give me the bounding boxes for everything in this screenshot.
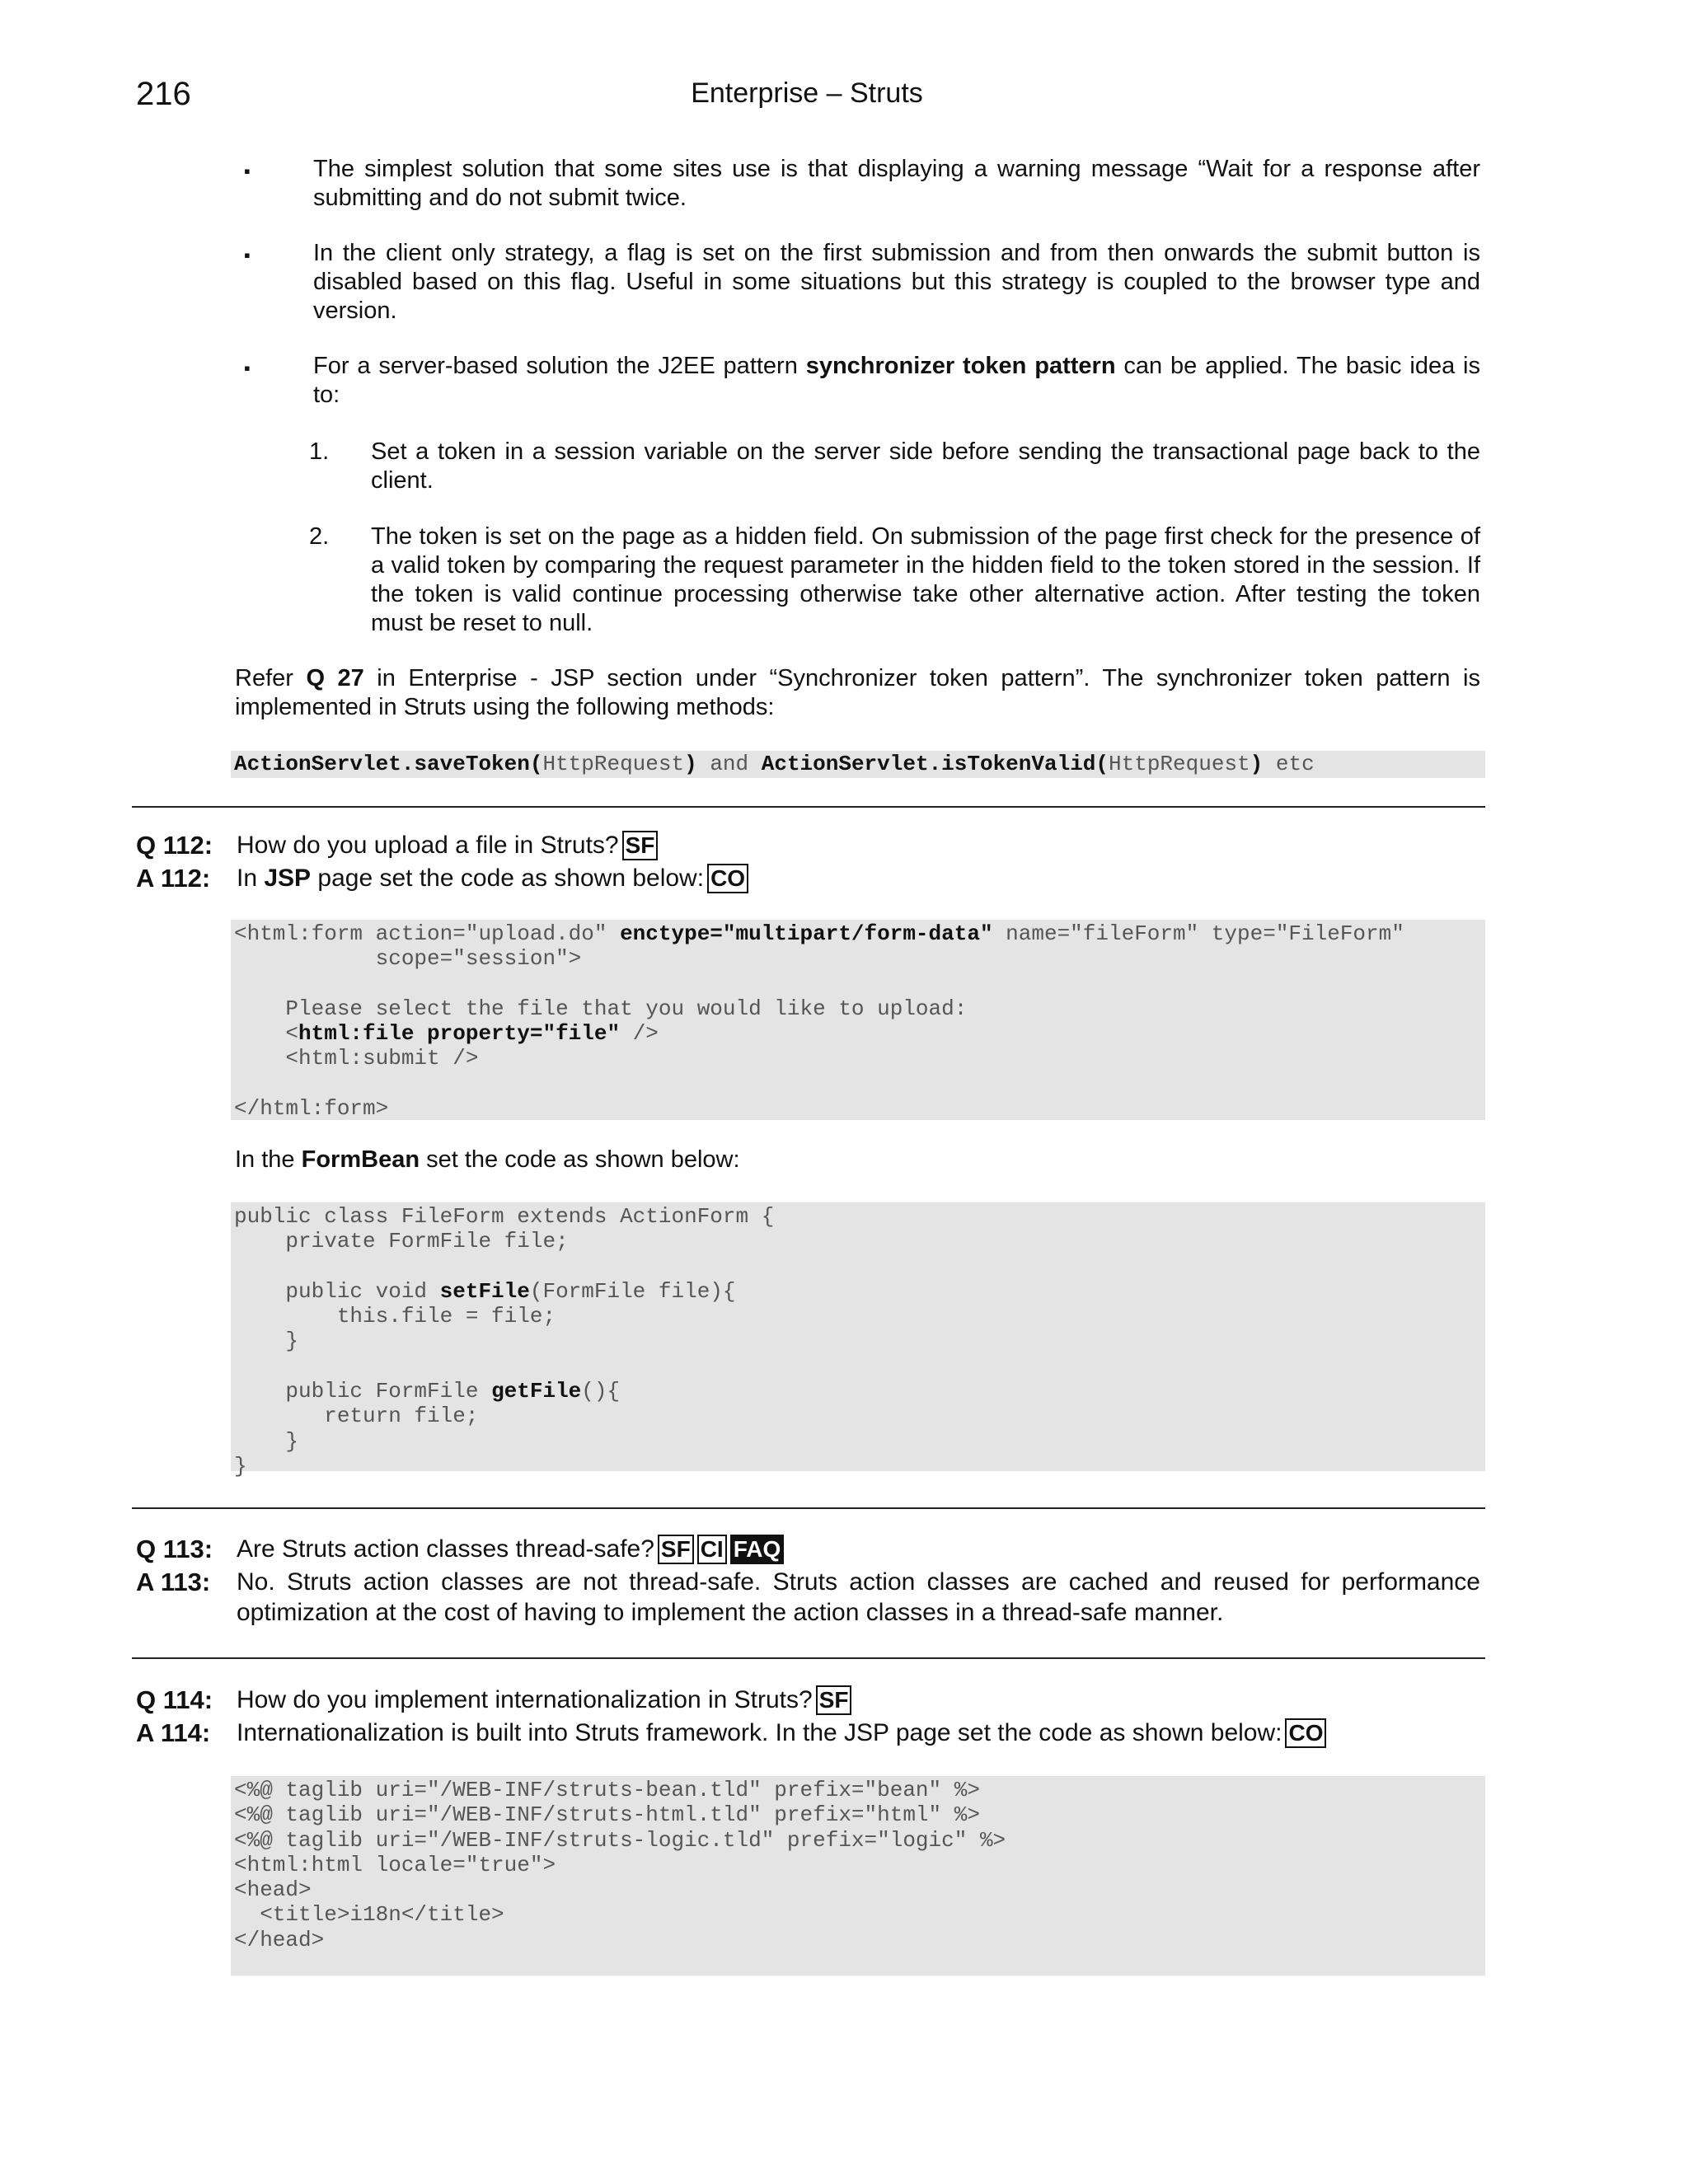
formbean-pre: In the (235, 1146, 302, 1173)
tag-badge: SF (658, 1535, 694, 1564)
code-bold: ActionServlet.saveToken( (234, 752, 543, 776)
question-label: Q 113: (136, 1535, 213, 1563)
code-line (234, 1354, 1485, 1379)
section-divider (132, 806, 1485, 808)
code-plain: public void (234, 1278, 440, 1304)
refer-pre: Refer (235, 665, 307, 691)
answer-label: A 113: (136, 1568, 211, 1596)
code-bold: ) (1250, 752, 1264, 776)
bullet-text-bold: synchronizer token pattern (805, 353, 1116, 379)
refer-paragraph (235, 664, 1480, 722)
step-number: 1. (309, 438, 330, 465)
token-code-block (231, 751, 1485, 778)
code-line: <%@ taglib uri="/WEB-INF/struts-logic.tld" prefix="logic" %> (234, 1827, 1006, 1853)
tag-badge: SF (622, 831, 659, 860)
code-bold: ActionServlet.isTokenValid( (761, 752, 1109, 776)
code-line: this.file = file; (234, 1304, 556, 1329)
page-number: 216 (136, 76, 191, 112)
code-plain: name="fileForm" type="FileForm" (992, 921, 1404, 946)
code-plain: < (234, 1021, 299, 1047)
formbean-paragraph (235, 1146, 1480, 1174)
code-line: <title>i18n</title> (234, 1902, 504, 1928)
code-line: return file; (234, 1404, 479, 1429)
code-line: <html:submit /> (234, 1046, 479, 1071)
answer-label: A 112: (136, 864, 211, 893)
code-plain: HttpRequest (1109, 752, 1250, 776)
bullet-marker: ▪ (244, 358, 251, 378)
code-line: <%@ taglib uri="/WEB-INF/struts-bean.tld" prefix="bean" %> (234, 1778, 980, 1802)
formbean-bold: FormBean (301, 1146, 420, 1173)
formbean-code-block (231, 1202, 1485, 1479)
code-line: private FormFile file; (234, 1229, 569, 1254)
bullet-marker: ▪ (244, 245, 251, 265)
refer-post: in Enterprise - JSP section under “Synchronizer token pattern”. The synchronizer token pattern is implemented in Struts using the following methods: (235, 665, 1480, 720)
code-plain: /> (620, 1021, 659, 1047)
question-text-content: How do you implement internationalization in Struts? (237, 1686, 813, 1713)
code-plain: (){ (581, 1379, 621, 1404)
code-plain: (FormFile file){ (529, 1278, 736, 1304)
code-plain: etc (1263, 752, 1315, 776)
section-divider (132, 1657, 1485, 1659)
code-plain: public FormFile (234, 1379, 492, 1404)
code-line: <%@ taglib uri="/WEB-INF/struts-html.tld" prefix="html" %> (234, 1802, 980, 1828)
bullet-marker: ▪ (244, 161, 251, 181)
i18n-code-block (231, 1776, 1485, 1975)
formbean-post: set the code as shown below: (420, 1146, 740, 1173)
tag-badge: SF (816, 1685, 852, 1715)
code-plain: and (696, 752, 762, 776)
code-line: </head> (234, 1927, 325, 1952)
tag-badge: CI (697, 1535, 727, 1564)
tag-badge-inverted: FAQ (730, 1535, 785, 1564)
code-bold: setFile (439, 1278, 530, 1304)
code-plain: <html:form action="upload.do" (234, 921, 621, 946)
tag-badge: CO (707, 864, 748, 893)
refer-bold: Q 27 (306, 665, 364, 691)
bullet-text-post: can be applied. The basic idea is to: (313, 353, 1480, 408)
code-line: } (234, 1428, 299, 1454)
code-line (234, 1021, 1485, 1046)
answer-text: No. Struts action classes are not thread-safe. Struts action classes are cached and reused for performance optimization at the cost of having to implement the action classes in a thread-safe manner. (237, 1568, 1480, 1626)
question-text (237, 1685, 1480, 1715)
code-line (234, 921, 1485, 946)
answer-text (237, 863, 1480, 893)
code-line: public class FileForm extends ActionForm { (234, 1204, 775, 1229)
bullet-text-pre: For a server-based solution the J2EE pattern (313, 353, 806, 379)
answer-text-content: Internationalization is built into Struts framework. In the JSP page set the code as shown below: (237, 1719, 1282, 1746)
step-number: 2. (309, 523, 330, 550)
code-line: </html:form> (234, 1096, 389, 1122)
answer-label: A 114: (136, 1718, 211, 1747)
step-text: The token is set on the page as a hidden field. On submission of the page first check for the presence of a valid token by comparing the request parameter in the hidden field to the token stored in the session. If the token is valid continue processing otherwise take other alternative action. After testing the token must be reset to null. (371, 523, 1480, 636)
code-line: } (234, 1329, 299, 1354)
question-label: Q 114: (136, 1685, 213, 1714)
code-bold: ) (684, 752, 697, 776)
running-head: Enterprise – Struts (691, 77, 923, 109)
question-text-content: Are Struts action classes thread-safe? (237, 1535, 654, 1563)
question-text (237, 1534, 1480, 1564)
answer-text (237, 1718, 1480, 1748)
bullet-text: In the client only strategy, a flag is set on the first submission and from then onwards the submit button is disabled based on this flag. Useful in some situations but this strategy is coupled to the browser type and version. (313, 240, 1480, 324)
code-line (234, 972, 1485, 996)
jsp-code-block (231, 920, 1485, 1120)
code-bold: enctype="multipart/form-data" (620, 921, 993, 946)
section-divider (132, 1507, 1485, 1509)
code-plain: HttpRequest (542, 752, 685, 776)
code-line: <head> (234, 1877, 312, 1903)
answer-bold: JSP (264, 865, 312, 892)
step-text: Set a token in a session variable on the server side before sending the transactional page back to the client. (371, 438, 1480, 494)
bullet-text (313, 352, 1480, 410)
question-text (237, 830, 1480, 860)
code-line (234, 1071, 1485, 1096)
answer-pre: In (237, 865, 265, 892)
question-text-content: How do you upload a file in Struts? (237, 832, 619, 859)
code-line: scope="session"> (234, 946, 582, 972)
code-bold: html:file property="file" (298, 1021, 621, 1047)
code-line (234, 1379, 1485, 1404)
code-line: Please select the file that you would like to upload: (234, 996, 968, 1021)
bullet-text: The simplest solution that some sites use is that displaying a warning message “Wait for a response after submitting and do not submit twice. (313, 156, 1480, 211)
code-line (234, 1279, 1485, 1304)
tag-badge: CO (1285, 1718, 1326, 1748)
question-label: Q 112: (136, 831, 213, 860)
code-line: } (234, 1453, 247, 1479)
code-line (234, 1254, 1485, 1279)
answer-post: page set the code as shown below: (311, 865, 705, 892)
code-bold: getFile (491, 1379, 582, 1404)
code-line: <html:html locale="true"> (234, 1852, 556, 1877)
